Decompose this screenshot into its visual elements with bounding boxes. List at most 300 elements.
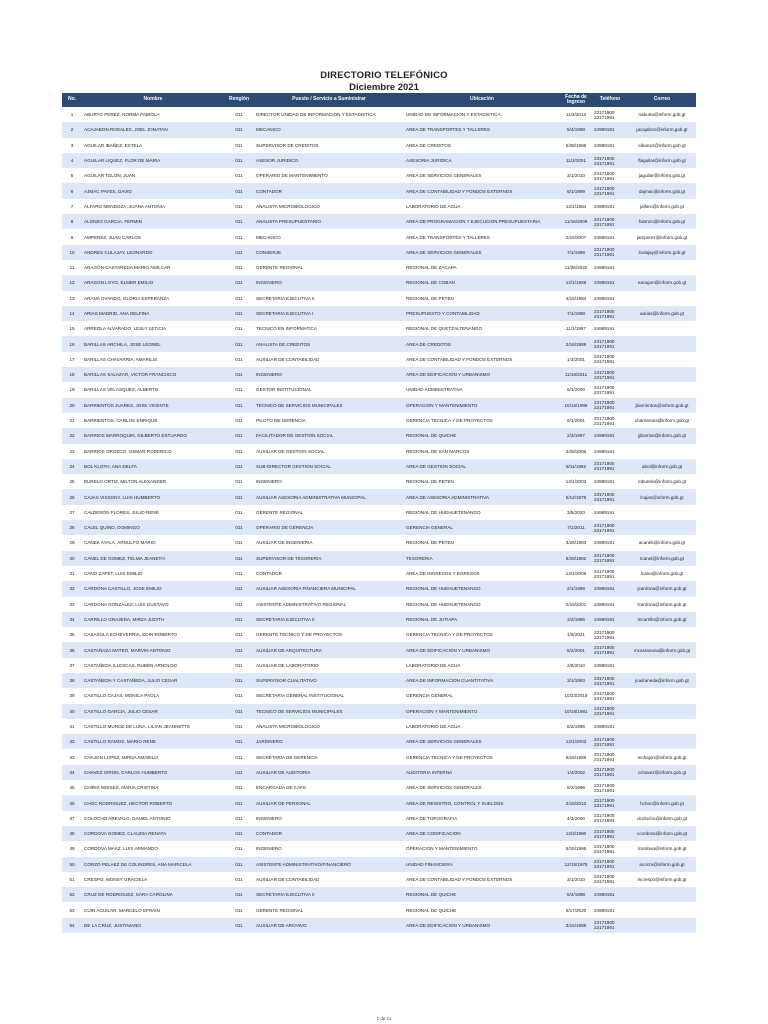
- employee-name: AGUILAR IBAÑEZ, ESTELA: [82, 138, 224, 153]
- phone-number: 23171991: [594, 573, 615, 579]
- row-number: 35: [62, 627, 82, 642]
- employee-name: CARDONA GONZALEZ, LUIS GUSTAVO: [82, 597, 224, 612]
- table-row: [62, 168, 696, 183]
- phone-number: 23171900: [594, 675, 615, 681]
- phone-cell: [592, 918, 628, 933]
- hire-date: 5/28/1986: [560, 138, 592, 153]
- row-number: 3: [62, 138, 82, 153]
- phone-number: 23171900: [594, 155, 615, 161]
- budget-line: 011: [224, 581, 254, 596]
- email[interactable]: [628, 382, 696, 397]
- location: REGIONAL DE HUEHUETENANGO: [404, 505, 560, 520]
- table-row: [62, 138, 696, 153]
- row-number: 36: [62, 642, 82, 657]
- row-number: 5: [62, 168, 82, 183]
- hire-date: 3/28/2006: [560, 444, 592, 459]
- employee-name: BURELO ORTIZ, MILTON ALEXANDER: [82, 474, 224, 489]
- email[interactable]: mcrespo@inform.gob.gt: [628, 872, 696, 887]
- position: CONSERJE: [254, 245, 404, 260]
- email[interactable]: [628, 734, 696, 749]
- budget-line: 011: [224, 551, 254, 566]
- row-number: 54: [62, 918, 82, 933]
- employee-name: AGUILAR TELON, JUAN: [82, 168, 224, 183]
- email[interactable]: [628, 902, 696, 917]
- table-row: [62, 306, 696, 321]
- location: GERENCIA GENERAL: [404, 520, 560, 535]
- position: AUXILIAR DE INGENIERIA: [254, 535, 404, 550]
- phone-number: 24989191: [594, 203, 615, 209]
- location: AREA DE EDIFICACION Y URBANISMO: [404, 918, 560, 933]
- table-row: [62, 734, 696, 749]
- phone-number: 23171991: [594, 527, 615, 533]
- phone-number: 23171900: [594, 354, 615, 360]
- location: AREA DE EDIFICACION Y URBANISMO: [404, 367, 560, 382]
- phone-number: 23171900: [594, 415, 615, 421]
- email[interactable]: [628, 367, 696, 382]
- position: SUPERVISOR CUALITATIVO: [254, 673, 404, 688]
- hire-date: 1/6/2021: [560, 627, 592, 642]
- position: DIRECTOR UNIDAD DE INFORMACION Y ESTADISTICA: [254, 107, 404, 122]
- budget-line: 011: [224, 658, 254, 673]
- position: GERENTE REGIONAL: [254, 902, 404, 917]
- column-header-puesto: Puesto / Servicio a Suministrar: [254, 93, 404, 107]
- phone-cell: [592, 199, 628, 214]
- phone-cell: [592, 581, 628, 596]
- phone-cell: [592, 857, 628, 872]
- employee-name: ACAJABON ROSALES, JOEL JONATAN: [82, 122, 224, 137]
- hire-date: 3/2/1986: [560, 612, 592, 627]
- email[interactable]: lcajas@inform.gob.gt: [628, 489, 696, 504]
- budget-line: 011: [224, 795, 254, 810]
- row-number: 11: [62, 260, 82, 275]
- email[interactable]: jcardona@inform.gob.gt: [628, 581, 696, 596]
- budget-line: 011: [224, 474, 254, 489]
- location: AREA DE SERVICIOS GENERALES: [404, 168, 560, 183]
- row-number: 32: [62, 581, 82, 596]
- phone-cell: [592, 138, 628, 153]
- row-number: 24: [62, 459, 82, 474]
- phone-number: 23171900: [594, 186, 615, 192]
- position: AUXILIAR DE LABORATORIO: [254, 658, 404, 673]
- location: REGIONAL DE SAN MARCOS: [404, 444, 560, 459]
- location: AREA DE SERVICIOS GENERALES: [404, 780, 560, 795]
- budget-line: 011: [224, 765, 254, 780]
- email[interactable]: abol@inform.gob.gt: [628, 459, 696, 474]
- table-row: [62, 382, 696, 397]
- employee-name: ANDRES CULAJAY, LEONARDO: [82, 245, 224, 260]
- budget-line: 011: [224, 153, 254, 168]
- phone-number: 23171991: [594, 864, 615, 870]
- position: MECANICO: [254, 229, 404, 244]
- table-row: [62, 704, 696, 719]
- phone-number: 24989191: [594, 662, 615, 668]
- employee-name: ALONZO GARCIA, FERMIN: [82, 214, 224, 229]
- location: ASESORIA JURIDICA: [404, 153, 560, 168]
- position: INGENIERO: [254, 811, 404, 826]
- budget-line: 011: [224, 841, 254, 856]
- email[interactable]: [628, 780, 696, 795]
- position: SECRETARIA EJECUTIVA II: [254, 887, 404, 902]
- email[interactable]: hchoc@inform.gob.gt: [628, 795, 696, 810]
- row-number: 44: [62, 765, 82, 780]
- budget-line: 011: [224, 612, 254, 627]
- table-row: [62, 765, 696, 780]
- phone-number: 23171991: [594, 711, 615, 717]
- email[interactable]: eibanez@inform.gob.gt: [628, 138, 696, 153]
- row-number: 6: [62, 183, 82, 198]
- email[interactable]: [628, 291, 696, 306]
- row-number: 18: [62, 367, 82, 382]
- location: REGIONAL DE HUEHUETENANGO: [404, 597, 560, 612]
- phone-number: 23171900: [594, 798, 615, 803]
- hire-date: 11/2/2001: [560, 153, 592, 168]
- phone-cell: [592, 489, 628, 504]
- phone-number: 23171900: [594, 400, 615, 406]
- budget-line: 011: [224, 352, 254, 367]
- location: AREA DE CONTABILIDAD Y FONDOS EXTERNOS: [404, 872, 560, 887]
- email[interactable]: jbarrientos@inform.gob.gt: [628, 398, 696, 413]
- position: MECANICO: [254, 122, 404, 137]
- email[interactable]: [628, 887, 696, 902]
- email[interactable]: lcardona@inform.gob.gt: [628, 597, 696, 612]
- email[interactable]: lculajay@inform.gob.gt: [628, 245, 696, 260]
- budget-line: 011: [224, 321, 254, 336]
- document-subtitle: Diciembre 2021: [349, 82, 419, 93]
- location: AREA DE TOPOGRAFIA: [404, 811, 560, 826]
- position: SECRETARIA EJECUTIVA II: [254, 612, 404, 627]
- row-number: 8: [62, 214, 82, 229]
- employee-name: ARIAS MADRID, ANA DELFINA: [82, 306, 224, 321]
- email[interactable]: aarias@inform.gob.gt: [628, 306, 696, 321]
- budget-line: 011: [224, 275, 254, 290]
- page-number: 1 de 11: [376, 1016, 392, 1021]
- table-row: [62, 841, 696, 856]
- position: AUXILIAR DE PERSONAL: [254, 795, 404, 810]
- position: CONTADOR: [254, 826, 404, 841]
- email[interactable]: [628, 719, 696, 734]
- location: AREA DE PROGRAMACION Y EJECUCION PRESUPUESTARIA: [404, 214, 560, 229]
- row-number: 51: [62, 872, 82, 887]
- email[interactable]: earagon@inform.gob.gt: [628, 275, 696, 290]
- budget-line: 011: [224, 688, 254, 703]
- hire-date: 3/1/1983: [560, 673, 592, 688]
- phone-number: 23171900: [594, 522, 615, 528]
- budget-line: 011: [224, 428, 254, 443]
- row-number: 31: [62, 566, 82, 581]
- phone-cell: [592, 382, 628, 397]
- location: REGIONAL DE ZACAPA: [404, 260, 560, 275]
- table-row: [62, 367, 696, 382]
- table-row: [62, 107, 696, 122]
- email[interactable]: flaguilar@inform.gob.gt: [628, 153, 696, 168]
- position: INGENIERO: [254, 275, 404, 290]
- email[interactable]: jaguilar@inform.gob.gt: [628, 168, 696, 183]
- employee-name: CARDONA CASTILLO, JOSE EMILIO: [82, 581, 224, 596]
- location: GERENCIA GENERAL: [404, 688, 560, 703]
- email[interactable]: [628, 505, 696, 520]
- email[interactable]: ccordova@inform.gob.gt: [628, 826, 696, 841]
- table-row: [62, 612, 696, 627]
- location: REGIONAL DE QUICHE: [404, 902, 560, 917]
- position: OPERARIO DE MANTENIMIENTO: [254, 168, 404, 183]
- row-number: 26: [62, 489, 82, 504]
- phone-number: 23171900: [594, 706, 615, 712]
- budget-line: 011: [224, 566, 254, 581]
- position: FACILITADOR DE GESTION SOCIAL: [254, 428, 404, 443]
- position: SECRETARIA EJECUTIVA I: [254, 306, 404, 321]
- phone-cell: [592, 765, 628, 780]
- location: AREA DE REGISTRO, CONTROL Y SUELDOS: [404, 795, 560, 810]
- email[interactable]: mcastanaza@inform.gob.gt: [628, 642, 696, 657]
- table-row: [62, 811, 696, 826]
- table-row: [62, 291, 696, 306]
- email[interactable]: [628, 321, 696, 336]
- hire-date: 11/26/2020: [560, 260, 592, 275]
- phone-number: 23171900: [594, 920, 615, 926]
- phone-cell: [592, 352, 628, 367]
- email[interactable]: [628, 918, 696, 933]
- phone-number: 23171991: [594, 114, 615, 120]
- location: AUDITORIA INTERNA: [404, 765, 560, 780]
- budget-line: 011: [224, 367, 254, 382]
- hire-date: 8/2/1996: [560, 780, 592, 795]
- phone-number: 23171900: [594, 782, 615, 788]
- hire-date: 12/15/1975: [560, 857, 592, 872]
- email[interactable]: [628, 704, 696, 719]
- location: AREA DE CONTABILIDAD Y FONDOS EXTERNOS: [404, 352, 560, 367]
- location: GERENCIA TECNICA Y DE PROYECTOS: [404, 749, 560, 764]
- location: OPERACION Y MANTENIMIENTO: [404, 398, 560, 413]
- table-row: [62, 887, 696, 902]
- position: INGENIERO: [254, 367, 404, 382]
- employee-name: CANEK AYALA, ARNULFO MARIO: [82, 535, 224, 550]
- phone-number: 23171991: [594, 634, 615, 640]
- email[interactable]: [628, 658, 696, 673]
- hire-date: 1/4/2002: [560, 765, 592, 780]
- row-number: 12: [62, 275, 82, 290]
- hire-date: 12/1/2009: [560, 566, 592, 581]
- email[interactable]: cbarrientos@inform.gob.gt: [628, 413, 696, 428]
- table-row: [62, 199, 696, 214]
- budget-line: 011: [224, 857, 254, 872]
- employee-name: CRESPO, MONSY GRACIELA: [82, 872, 224, 887]
- position: AUXILIAR DE AUDITORIA: [254, 765, 404, 780]
- email[interactable]: jcastaneda@inform.gob.gt: [628, 673, 696, 688]
- column-header-nombre: Nombre: [82, 93, 224, 107]
- email[interactable]: tcanel@inform.gob.gt: [628, 551, 696, 566]
- phone-cell: [592, 275, 628, 290]
- phone-number: 23171900: [594, 461, 615, 467]
- table-row: [62, 627, 696, 642]
- row-number: 33: [62, 597, 82, 612]
- hire-date: 2/1/1999: [560, 581, 592, 596]
- table-row: [62, 489, 696, 504]
- email[interactable]: [628, 444, 696, 459]
- position: INGENIERO: [254, 841, 404, 856]
- table-row: [62, 673, 696, 688]
- location: REGIONAL DE QUICHE: [404, 428, 560, 443]
- employee-name: ALFARO MENDOZA, JUANA ANTONIA: [82, 199, 224, 214]
- employee-name: BARILLAS ARCHILA, JOSE LEONEL: [82, 336, 224, 351]
- hire-date: 2/8/2010: [560, 658, 592, 673]
- phone-number: 23171900: [594, 492, 615, 498]
- employee-name: CASTILLO GARCIA, JULIO CESAR: [82, 704, 224, 719]
- table-row: [62, 122, 696, 137]
- email[interactable]: mchajon@inform.gob.gt: [628, 749, 696, 764]
- row-number: 53: [62, 902, 82, 917]
- email[interactable]: jamperez@inform.gob.gt: [628, 229, 696, 244]
- employee-name: BARILLAS CHAVARRIA, AMARILIS: [82, 352, 224, 367]
- hire-date: 11/1/1987: [560, 321, 592, 336]
- phone-number: 23171991: [594, 389, 615, 395]
- email[interactable]: [628, 352, 696, 367]
- phone-number: 23171991: [594, 359, 615, 365]
- email[interactable]: dcolocho@inform.gob.gt: [628, 811, 696, 826]
- table-row: [62, 658, 696, 673]
- location: OPERACION Y MANTENIMIENTO: [404, 841, 560, 856]
- position: GERENTE REGIONAL: [254, 505, 404, 520]
- email[interactable]: [628, 336, 696, 351]
- phone-cell: [592, 780, 628, 795]
- employee-name: CASTILLO RAMOS, MARIO RENE: [82, 734, 224, 749]
- location: AREA DE GESTION SOCIAL: [404, 459, 560, 474]
- employee-name: CARRILLO GRAJEDA, MIRZA JUDITH: [82, 612, 224, 627]
- table-header-row: [62, 93, 696, 107]
- position: ANALISTA MICROBIOLOGICO: [254, 199, 404, 214]
- budget-line: 011: [224, 291, 254, 306]
- hire-date: 11/16/2009: [560, 214, 592, 229]
- hire-date: 6/1/2001: [560, 413, 592, 428]
- table-row: [62, 902, 696, 917]
- location: REGIONAL DE COBAN: [404, 275, 560, 290]
- phone-number: 23171991: [594, 420, 615, 426]
- phone-number: 23171991: [594, 313, 615, 319]
- budget-line: 011: [224, 918, 254, 933]
- budget-line: 011: [224, 168, 254, 183]
- hire-date: 7/1/2011: [560, 520, 592, 535]
- row-number: 28: [62, 520, 82, 535]
- phone-number: 23171900: [594, 384, 615, 390]
- table-row: [62, 872, 696, 887]
- email[interactable]: [628, 520, 696, 535]
- position: SECRETARIA EJECUTIVA II: [254, 291, 404, 306]
- phone-number: 24989191: [594, 509, 615, 515]
- email[interactable]: naburto@inform.gob.gt: [628, 107, 696, 122]
- position: SECRETARIA GENERAL INSTITUCIONAL: [254, 688, 404, 703]
- phone-cell: [592, 627, 628, 642]
- phone-cell: [592, 413, 628, 428]
- employee-name: AJMAC PAYES, DAVID: [82, 183, 224, 198]
- hire-date: 3/25/1983: [560, 535, 592, 550]
- employee-name: BARRIOS MARROQUIN, GILBERTO ESTUARDO: [82, 428, 224, 443]
- row-number: 23: [62, 444, 82, 459]
- location: UNIDAD FINANCIERA: [404, 857, 560, 872]
- location: AREA DE TRANSPORTES Y TALLERES: [404, 229, 560, 244]
- position: AUXILIAR DE ARCHIVO: [254, 918, 404, 933]
- email[interactable]: mcarrillo@inform.gob.gt: [628, 612, 696, 627]
- phone-cell: [592, 474, 628, 489]
- phone-number: 23171900: [594, 767, 615, 773]
- table-row: [62, 688, 696, 703]
- location: REGIONAL DE HUEHUETENANGO: [404, 581, 560, 596]
- phone-cell: [592, 688, 628, 703]
- email[interactable]: jalfaro@inform.gob.gt: [628, 199, 696, 214]
- phone-cell: [592, 535, 628, 550]
- employee-name: ARAGON LOYO, ELMER EMILIO: [82, 275, 224, 290]
- email[interactable]: gbarrios@inform.gob.gt: [628, 428, 696, 443]
- email[interactable]: acanek@inform.gob.gt: [628, 535, 696, 550]
- budget-line: 011: [224, 122, 254, 137]
- email[interactable]: falonzo@inform.gob.gt: [628, 214, 696, 229]
- table-row: [62, 474, 696, 489]
- hire-date: 4/3/2000: [560, 811, 592, 826]
- row-number: 9: [62, 229, 82, 244]
- phone-number: 24989191: [594, 448, 615, 454]
- phone-cell: [592, 306, 628, 321]
- email[interactable]: jacajabon@inform.gob.gt: [628, 122, 696, 137]
- row-number: 15: [62, 321, 82, 336]
- email[interactable]: dajmac@inform.gob.gt: [628, 183, 696, 198]
- email[interactable]: lcano@inform.gob.gt: [628, 566, 696, 581]
- position: SECRETARIA DE GERENCIA: [254, 749, 404, 764]
- phone-number: 23171900: [594, 859, 615, 865]
- directory-table: [62, 93, 696, 933]
- phone-number: 23171900: [594, 645, 615, 651]
- hire-date: 2/16/2007: [560, 229, 592, 244]
- phone-cell: [592, 398, 628, 413]
- email[interactable]: lcordova@inform.gob.gt: [628, 841, 696, 856]
- phone-number: 24989191: [594, 142, 615, 148]
- email[interactable]: acorzo@inform.gob.gt: [628, 857, 696, 872]
- phone-number: 23171900: [594, 629, 615, 635]
- column-header-no: No.: [62, 93, 82, 107]
- employee-name: BARILLAS SALAZAR, VICTOR FRANCISCO: [82, 367, 224, 382]
- table-row: [62, 398, 696, 413]
- budget-line: 011: [224, 597, 254, 612]
- row-number: 49: [62, 841, 82, 856]
- hire-date: 10/16/1986: [560, 398, 592, 413]
- budget-line: 011: [224, 749, 254, 764]
- column-header-correo: Correo: [628, 93, 696, 107]
- employee-name: ABURTO PEREZ, NORMA FABIOLA: [82, 107, 224, 122]
- phone-cell: [592, 107, 628, 122]
- budget-line: 011: [224, 229, 254, 244]
- email[interactable]: [628, 260, 696, 275]
- employee-name: CASTILLO MUÑOZ DE LUNA, LILIAN JEANNETTE: [82, 719, 224, 734]
- position: AUXILIAR ASESORIA ADMINISTRATIVA MUNICIPAL: [254, 489, 404, 504]
- employee-name: CANO ZAPET, LUIS EMILIO: [82, 566, 224, 581]
- phone-number: 24989191: [594, 907, 615, 913]
- phone-number: 23171991: [594, 803, 615, 808]
- location: AREA DE CREDITOS: [404, 336, 560, 351]
- hire-date: 1/3/2001: [560, 352, 592, 367]
- employee-name: CASTILLO CAJAS, MONICA PAOLA: [82, 688, 224, 703]
- email[interactable]: mburelo@inform.gob.gt: [628, 474, 696, 489]
- phone-cell: [592, 367, 628, 382]
- phone-cell: [592, 749, 628, 764]
- budget-line: 011: [224, 260, 254, 275]
- phone-number: 23171900: [594, 369, 615, 375]
- employee-name: CASTAÑEDA ILLESCAS, RUBÉN ARNOLDO: [82, 658, 224, 673]
- email[interactable]: [628, 627, 696, 642]
- table-row: [62, 229, 696, 244]
- email[interactable]: [628, 688, 696, 703]
- table-row: [62, 719, 696, 734]
- position: GESTOR INSTITUCIONAL: [254, 382, 404, 397]
- phone-cell: [592, 459, 628, 474]
- email[interactable]: cchavez@inform.gob.gt: [628, 765, 696, 780]
- phone-number: 23171991: [594, 497, 615, 503]
